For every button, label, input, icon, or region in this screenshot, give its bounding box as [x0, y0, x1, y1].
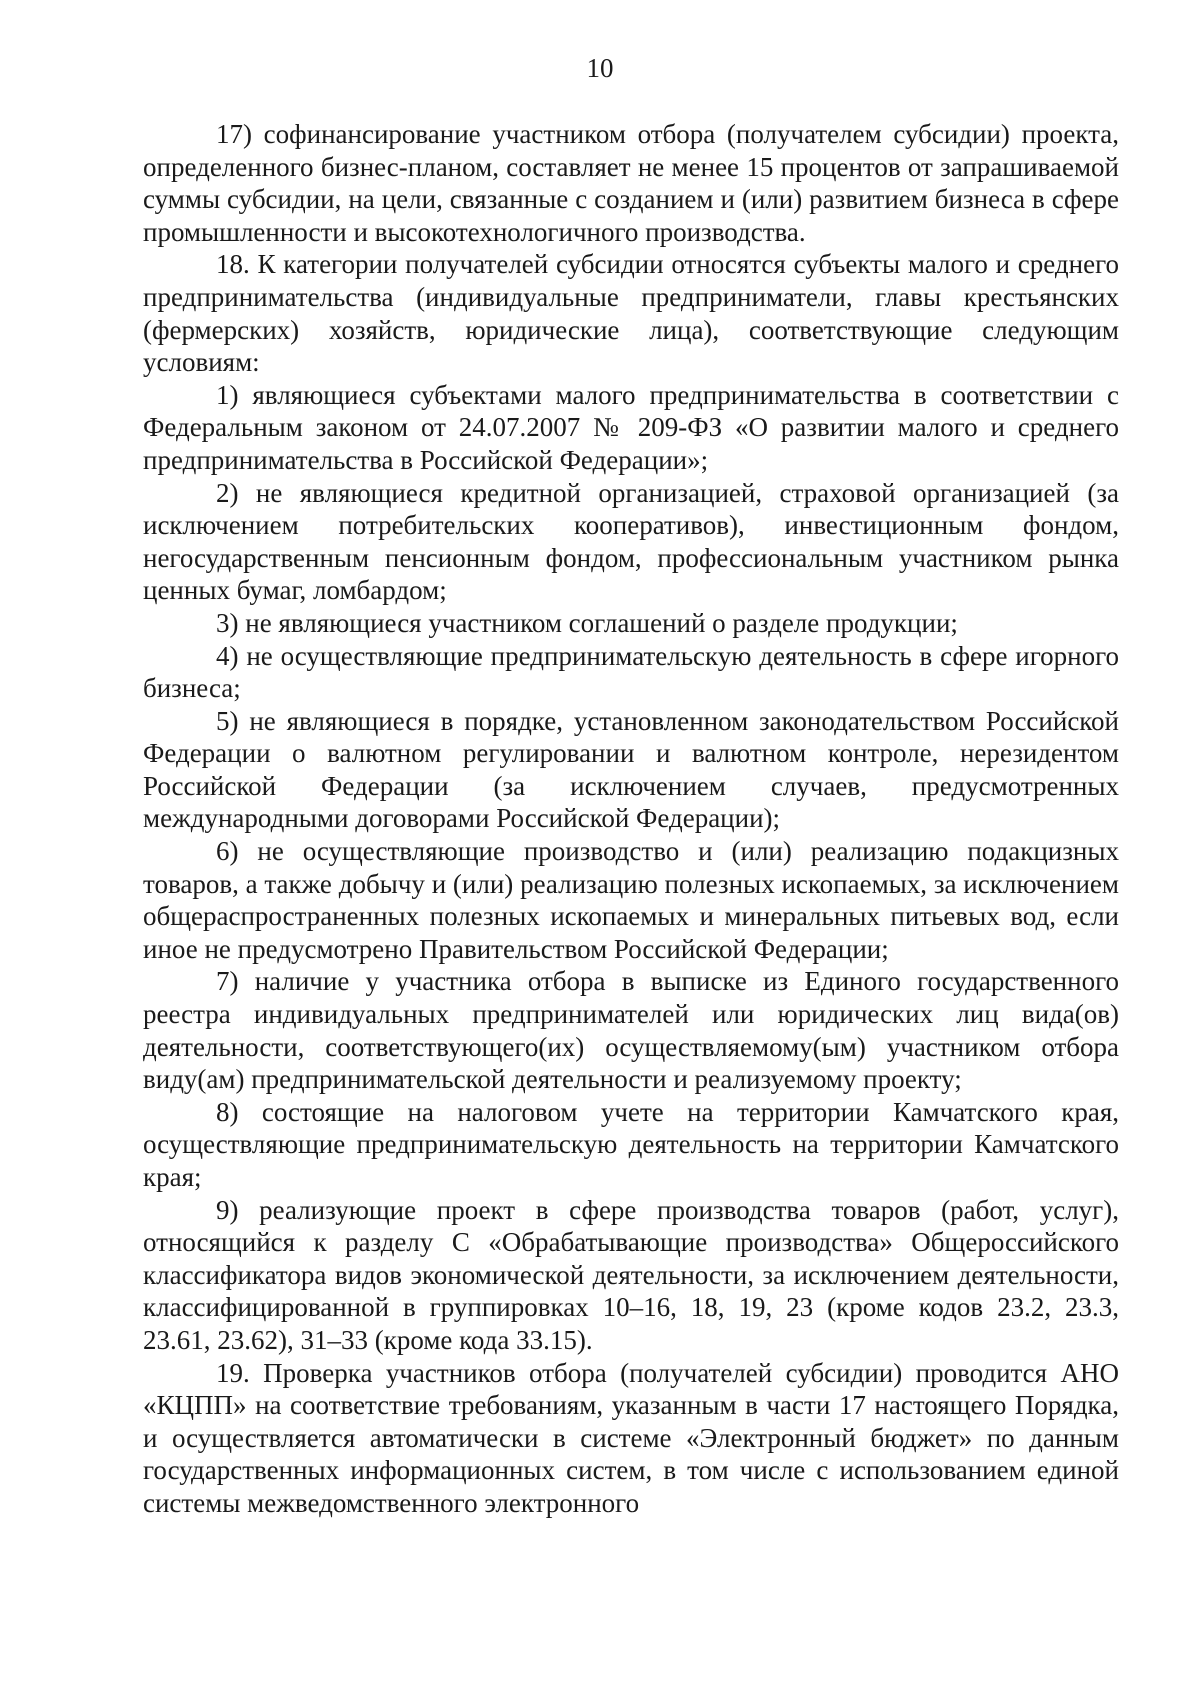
- paragraph-19: 19. Проверка участников отбора (получателей субсидии) проводится АНО «КЦПП» на соответствие требованиям, указанным в части 17 настоящего Порядка, и осуществляется автоматически в системе «Электронный бюджет» по данным государственных информационных систем, в том числе с использованием единой системы межведомственного электронного: [143, 1357, 1119, 1518]
- paragraph-18-item-8: 8) состоящие на налоговом учете на территории Камчатского края, осуществляющие предпринимательскую деятельность на территории Камчатского края;: [143, 1096, 1119, 1192]
- paragraph-17-item-17: 17) софинансирование участником отбора (получателем субсидии) проекта, определенного бизнес-планом, составляет не менее 15 процентов от запрашиваемой суммы субсидии, на цели, связанные с созданием и (или) развитием бизнеса в сфере промышленности и высокотехнологичного производства.: [143, 119, 1119, 247]
- page-number: 10: [586, 53, 614, 83]
- paragraph-18-item-1: 1) являющиеся субъектами малого предпринимательства в соответствии с Федеральным законом от 24.07.2007 № 209-ФЗ «О развитии малого и среднего предпринимательства в Российской Федерации»;: [143, 379, 1119, 475]
- paragraph-18-item-9: 9) реализующие проект в сфере производства товаров (работ, услуг), относящийся к разделу С «Обрабатывающие производства» Общероссийского классификатора видов экономической деятельности, за исключением деятельности, классифицированной в группировках 10–16, 18, 19, 23 (кроме кодов 23.2, 23.3, 23.61, 23.62), 31–33 (кроме кода 33.15).: [143, 1194, 1119, 1355]
- document-body: [143, 118, 1119, 1520]
- paragraph-18-item-6: 6) не осуществляющие производство и (или) реализацию подакцизных товаров, а также добычу и (или) реализацию полезных ископаемых, за исключением общераспространенных полезных ископаемых и минеральных питьевых вод, если иное не предусмотрено Правительством Российской Федерации;: [143, 836, 1119, 964]
- paragraph-18-item-5: 5) не являющиеся в порядке, установленном законодательством Российской Федерации о валютном регулировании и валютном контроле, нерезидентом Российской Федерации (за исключением случаев, предусмотренных международными договорами Российской Федерации);: [143, 705, 1119, 834]
- paragraph-18-item-2: 2) не являющиеся кредитной организацией, страховой организацией (за исключением потребительских кооперативов), инвестиционным фондом, негосударственным пенсионным фондом, профессиональным участником рынка ценных бумаг, ломбардом;: [143, 477, 1119, 606]
- paragraph-18-item-4: 4) не осуществляющие предпринимательскую деятельность в сфере игорного бизнеса;: [143, 640, 1119, 704]
- paragraph-18: 18. К категории получателей субсидии относятся субъекты малого и среднего предпринимательства (индивидуальные предприниматели, главы крестьянских (фермерских) хозяйств, юридические лица), соответствующие следующим условиям:: [143, 249, 1119, 378]
- paragraph-18-item-7: 7) наличие у участника отбора в выписке из Единого государственного реестра индивидуальных предпринимателей или юридических лиц вида(ов) деятельности, соответствующего(их) осуществляемому(ым) участником отбора виду(ам) предпринимательской деятельности и реализуемому проекту;: [143, 966, 1119, 1095]
- paragraph-18-item-3: 3) не являющиеся участником соглашений о разделе продукции;: [216, 607, 958, 638]
